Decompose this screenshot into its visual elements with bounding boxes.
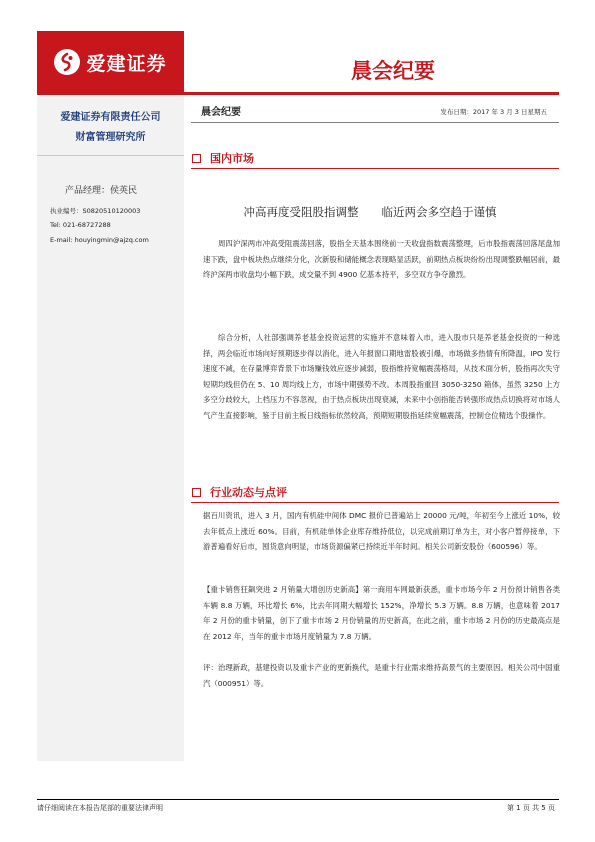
analyst-name: 产品经理：侯英民 (65, 186, 138, 196)
company-info (37, 108, 184, 148)
analyst-license: 执业编号：S0820510120003 (50, 207, 141, 215)
report-title: 晨会纪要 (351, 59, 435, 83)
brand-logo (37, 31, 184, 93)
footer-divider (37, 799, 559, 800)
market-paragraph: 综合分析，人社部强调养老基金投资运营的实施并不意味着入市，进入股市只是养老基金投资的一种选择，两会临近市场向好预期逐步得以消化，进入年报窗口期地雷股被引爆，市场做多热情有所降温，IPO 发行速度不减，在存量博弈背景下市场赚钱效应逐步减弱，股指维持宽幅震荡格局，从技术面分析，股指再次失守短期均线但仍在 5、10 周均线上方，市场中期强势不改。本周股指重回 3050-3250 箱体，虽然 3250 上方多空分歧较大，上档压力不容忽视，由于热点板块出现衰减，未来中小创指能否转强形成热点切换将对市场人气产生直接影响，鉴于目前主板日线指标依然较高，预期短期股指延续宽幅震荡，控制仓位精选个股操作。 (203, 333, 560, 420)
publish-date: 发布日期：2017 年 3 月 3 日星期五 (440, 108, 547, 116)
analyst-email[interactable]: E-mail: houyingmin@ajzq.com (50, 236, 149, 244)
section-domestic-market (192, 150, 254, 166)
industry-comment: 评：治理新政，基建投资以及重卡产业的更新换代，是重卡行业需求维持高景气的主要原因。相关公司中国重汽（000951）等。 (203, 663, 560, 688)
section-heading: 国内市场 (210, 152, 254, 165)
article-headline: 冲高再度受阻股指调整 临近两会多空趋于谨慎 (243, 205, 497, 219)
section-heading: 行业动态与点评 (210, 486, 287, 499)
subheader-divider (191, 122, 559, 123)
institute-name: 财富管理研究所 (75, 132, 146, 143)
section-underline (191, 502, 559, 503)
company-name: 爱建证券有限责任公司 (60, 112, 161, 123)
header-divider (37, 92, 559, 95)
section-underline (191, 168, 559, 169)
section-industry-news (192, 484, 287, 500)
industry-paragraph: 【重卡销售狂飙突进 2 月销量大增创历史新高】第一商用车网最新获悉，重卡市场今年 2 月份预计销售各类车辆 8.8 万辆，环比增长 6%，比去年同期大幅增长 152%，净增长 5.3 万辆。8.8 万辆，也意味着 2017 年 2 月份的重卡销量，创下了重卡市场 2 月份销量的历史新高，在此之前，重卡市场 2 月份的历史最高点是在 2012 年，当年的重卡市场月度销量为 7.8 万辆。 (203, 585, 560, 641)
analyst-tel: Tel: 021-68727288 (50, 221, 111, 229)
brand-logo-text: 爱建证券 (86, 52, 167, 75)
market-paragraph: 周四沪深两市冲高受阻震荡回落，股指全天基本围绕前一天收盘指数震荡整理，后市股指震荡回落尾盘加速下跌，盘中板块热点继续分化，次新股和储能概念表现略显活跃，前期热点板块纷纷出现调整跌幅居前，最终沪深两市收盘均小幅下跌，成交量不到 4900 亿基本持平，多空双方争夺激烈。 (203, 239, 560, 280)
company-emblem-icon (54, 49, 80, 75)
subheader-title: 晨会纪要 (201, 107, 241, 118)
section-square-icon (192, 154, 201, 163)
legal-notice: 请仔细阅读在本报告尾部的重要法律声明 (37, 804, 163, 812)
page-number: 第 1 页 共 5 页 (506, 804, 555, 812)
section-square-icon (192, 488, 201, 497)
sidebar-divider (37, 155, 184, 156)
industry-paragraph: 据百川资讯，进入 3 月，国内有机硅中间体 DMC 报价已普遍站上 20000 元/吨，年初至今上涨近 10%，较去年低点上涨近 60%。目前，有机硅单体企业库存维持低位，以完成前期订单为主，对小客户暂停接单，下游普遍看好后市，囤货意向明显，市场货源偏紧已持续近半年时间。相关公司新安股份（600596）等。 (203, 511, 560, 552)
